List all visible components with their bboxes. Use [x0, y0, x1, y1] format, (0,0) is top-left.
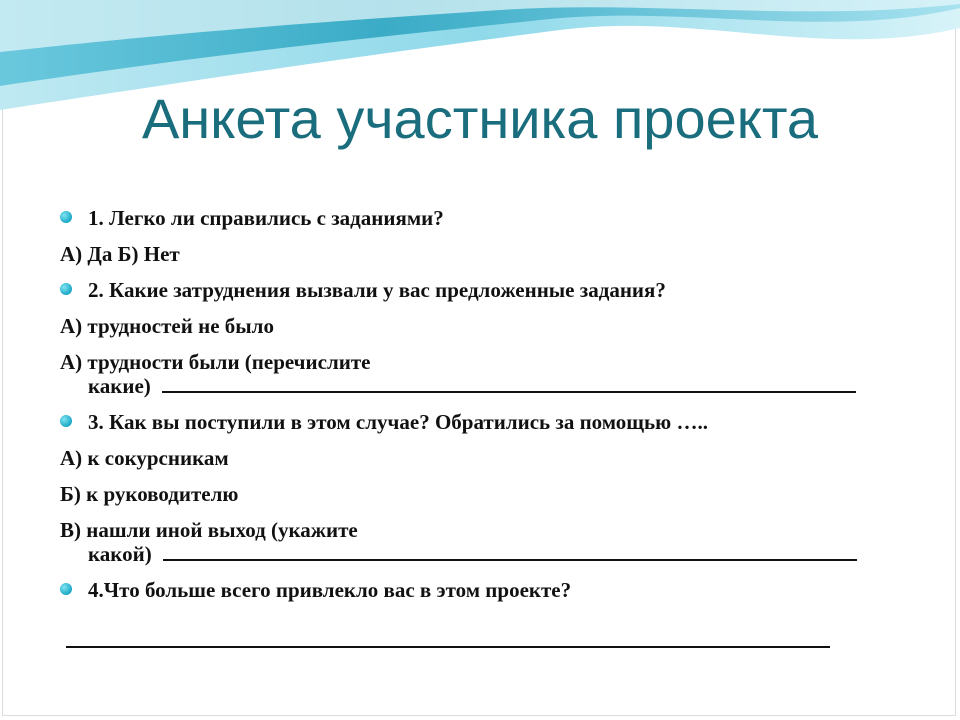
answer-subtext: какой) [88, 542, 157, 566]
question-3 [60, 410, 920, 434]
question-text: 3. Как вы поступили в этом случае? Обратились за помощью ….. [88, 410, 708, 434]
answer-option [60, 518, 920, 566]
fill-in-blank-line [162, 391, 856, 393]
bullet-icon [60, 415, 72, 427]
fill-in-blank-line [66, 646, 830, 648]
answer-text: А) к сокурсникам [60, 446, 229, 470]
answer-text: А) трудностей не было [60, 314, 274, 338]
answer-option [60, 350, 920, 398]
answer-text: В) нашли иной выход (укажите [60, 518, 358, 542]
fill-in-blank-line [163, 559, 857, 561]
questionnaire-list [60, 206, 920, 614]
bullet-icon [60, 211, 72, 223]
answer-text: Б) к руководителю [60, 482, 239, 506]
question-4 [60, 578, 920, 602]
answer-option [60, 314, 920, 338]
question-text: 1. Легко ли справились с заданиями? [88, 206, 444, 230]
bullet-icon [60, 283, 72, 295]
answer-option [60, 446, 920, 470]
bullet-icon [60, 583, 72, 595]
answer-text: А) трудности были (перечислите [60, 350, 371, 374]
answer-text: А) Да Б) Нет [60, 242, 180, 266]
question-2 [60, 278, 920, 302]
slide-title: Анкета участника проекта [141, 87, 819, 150]
answer-subtext: какие) [88, 374, 157, 398]
question-1 [60, 206, 920, 230]
answer-option [60, 482, 920, 506]
question-text: 4.Что больше всего привлекло вас в этом проекте? [88, 578, 572, 602]
answer-option [60, 242, 920, 266]
answer-continuation [60, 542, 920, 566]
answer-continuation [60, 374, 920, 398]
question-text: 2. Какие затруднения вызвали у вас предложенные задания? [88, 278, 666, 302]
